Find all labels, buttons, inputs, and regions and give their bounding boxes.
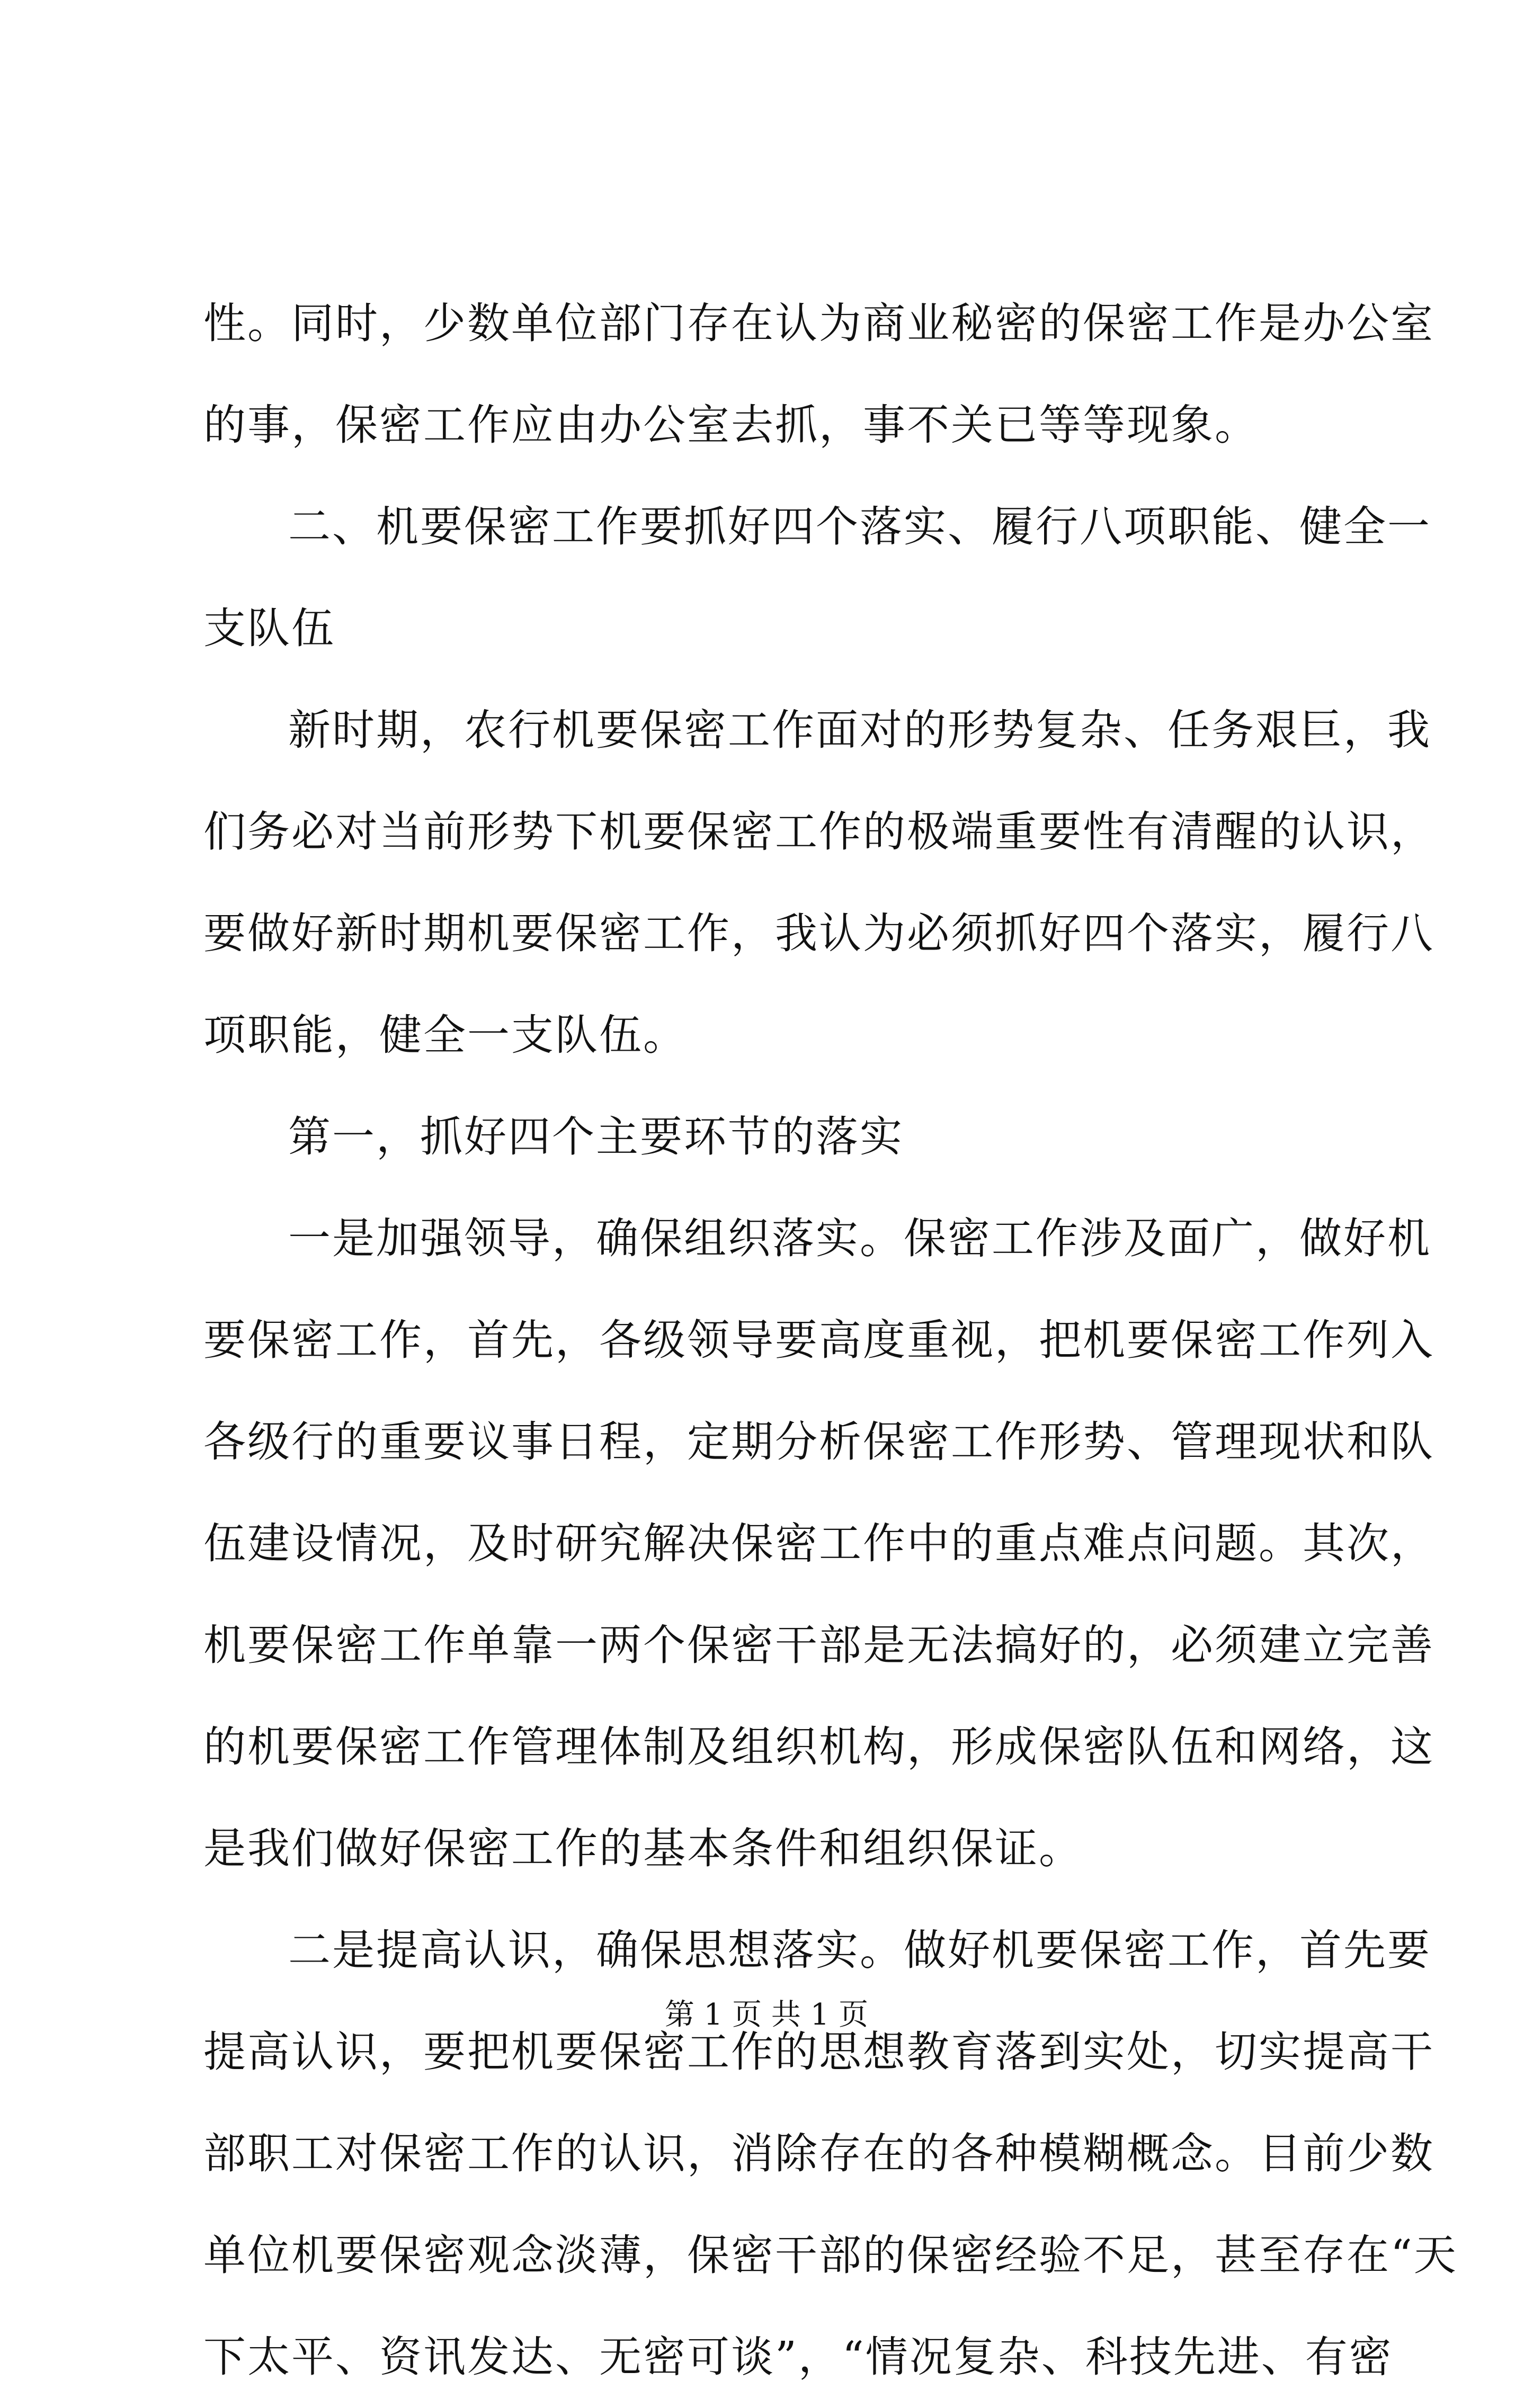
text-line: 二、机要保密工作要抓好四个落实、履行八项职能、健全一 (288, 502, 1431, 551)
text-line: 第一，抓好四个主要环节的落实 (288, 1112, 904, 1161)
text-line: 要做好新时期机要保密工作，我认为必须抓好四个落实，履行八 (203, 909, 1434, 958)
text-line: 支队伍 (203, 604, 335, 653)
text-line: 机要保密工作单靠一两个保密干部是无法搞好的，必须建立完善 (203, 1621, 1434, 1670)
text-line: 部职工对保密工作的认识，消除存在的各种模糊概念。目前少数 (203, 2129, 1434, 2178)
text-line: 要保密工作，首先，各级领导要高度重视，把机要保密工作列入 (203, 1315, 1434, 1365)
text-line: 项职能，健全一支队伍。 (203, 1010, 687, 1060)
text-line: 们务必对当前形势下机要保密工作的极端重要性有清醒的认识， (203, 807, 1434, 856)
text-line: 伍建设情况，及时研究解决保密工作中的重点难点问题。其次， (203, 1519, 1434, 1568)
text-line: 是我们做好保密工作的基本条件和组织保证。 (203, 1824, 1083, 1873)
text-line: 二是提高认识，确保思想落实。做好机要保密工作，首先要 (288, 1926, 1431, 1975)
text-line: 的机要保密工作管理体制及组织机构，形成保密队伍和网络，这 (203, 1722, 1434, 1771)
text-line: 提高认识，要把机要保密工作的思想教育落到实处，切实提高干 (203, 2027, 1434, 2076)
body-text (203, 273, 1458, 2408)
text-line: 单位机要保密观念淡薄，保密干部的保密经验不足，甚至存在“天 (203, 2231, 1458, 2280)
page-footer: 第 1 页 共 1 页 (664, 1998, 869, 2032)
text-line: 的事，保密工作应由办公室去抓，事不关已等等现象。 (203, 400, 1259, 450)
text-line: 一是加强领导，确保组织落实。保密工作涉及面广，做好机 (288, 1214, 1431, 1263)
text-line: 各级行的重要议事日程，定期分析保密工作形势、管理现状和队 (203, 1417, 1434, 1466)
text-line: 下太平、资讯发达、无密可谈”，“情况复杂、科技先进、有密 (203, 2332, 1393, 2382)
text-line: 新时期，农行机要保密工作面对的形势复杂、任务艰巨，我 (288, 705, 1431, 755)
text-line: 性。同时，少数单位部门存在认为商业秘密的保密工作是办公室 (203, 299, 1434, 348)
